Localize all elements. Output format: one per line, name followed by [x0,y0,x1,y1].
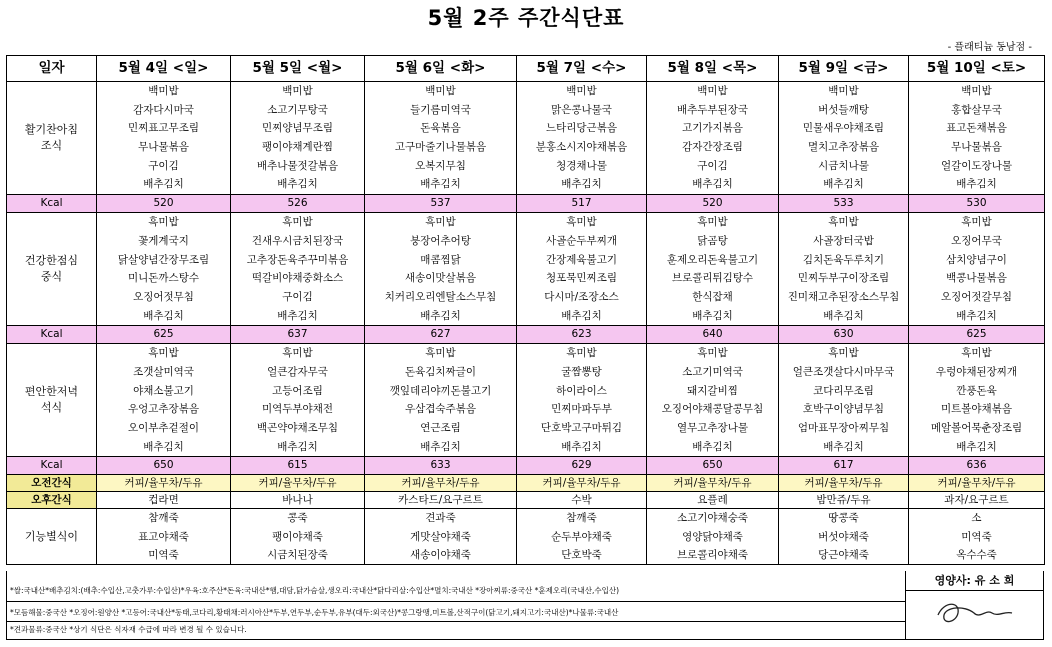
lunch-menu-cell [779,213,909,326]
menu-item: 호박구이양념무침 [802,403,885,416]
breakfast-menu-cell [97,82,231,195]
kcal-label: Kcal [7,326,97,344]
am_snack-item: 커피/율무차/두유 [365,475,517,492]
menu-item: 배추두부된장국 [676,103,748,116]
kcal-value: 526 [231,195,365,213]
menu-item: 분홍소시지야채볶음 [535,141,628,154]
kcal-value: 625 [909,326,1045,344]
menu-item: 연근조림 [420,422,461,434]
dinner-menu-cell [779,344,909,457]
menu-item: 배추김치 [692,178,733,191]
menu-item: 배추김치 [277,178,318,191]
menu-item: 청경채나물 [556,159,607,172]
menu-item: 흑미밥 [425,216,456,229]
dinner-label-line2: 석식 [40,401,63,415]
menu-item: 소고기무탕국 [267,103,328,116]
menu-item: 돈육김치짜글이 [404,365,476,378]
porridge-item: 새송이야채죽 [410,548,471,561]
page-title: 5월 2주 주간식단표 [427,6,625,30]
pm_snack-label: 오후간식 [7,492,97,509]
menu-item: 백미밥 [425,85,456,97]
lunch-kcal-row [7,326,1045,344]
day-header: 5월 7일 <수> [517,56,647,82]
porridge-item: 브로콜리야채죽 [676,548,748,561]
menu-item: 브로콜리튀김탕수 [671,272,754,285]
menu-item: 삼치양념구이 [946,253,1007,266]
menu-item: 배추김치 [420,440,461,453]
lunch-menu-cell [647,213,779,326]
pm_snack-row [7,492,1045,509]
menu-item: 조갯살미역국 [133,365,194,378]
porridge-item: 미역죽 [961,530,992,543]
menu-item: 팽이야채계란찜 [261,141,333,154]
menu-item: 진미채고추된장소스무침 [787,290,900,303]
menu-item: 미역두부야채전 [261,403,333,416]
menu-item: 표고돈채볶음 [946,122,1007,135]
menu-item: 얼갈이도장나물 [940,159,1012,172]
porridge-item: 옥수수죽 [956,548,997,561]
special-diet-cell [365,509,517,565]
menu-item: 홍합살무국 [951,103,1002,116]
breakfast-menu-cell [909,82,1045,195]
am_snack-item: 커피/율무차/두유 [647,475,779,492]
menu-item: 돈육볶음 [420,122,461,135]
lunch-menu-cell [517,213,647,326]
menu-item: 배추김치 [561,309,602,322]
menu-item: 들기름미역국 [410,103,471,116]
dietitian-box [906,571,1043,639]
menu-item: 깻잎데리야끼돈불고기 [389,384,492,397]
kcal-value: 650 [97,457,231,475]
menu-item: 새송이맛살볶음 [404,272,476,285]
menu-item: 미트볼야채볶음 [940,403,1012,416]
menu-item: 멸치고추장볶음 [807,141,879,154]
menu-item: 백미밥 [566,85,597,97]
am_snack-item: 커피/율무차/두유 [231,475,365,492]
menu-item: 배추김치 [692,440,733,453]
menu-item: 민찌두부구이장조림 [797,272,890,285]
lunch-menu-cell [365,213,517,326]
menu-item: 김치돈육두루치기 [802,253,885,266]
menu-item: 백미밥 [148,85,179,97]
menu-item: 맑은콩나물국 [551,103,612,116]
menu-item: 시금치나물 [818,159,869,172]
menu-item: 코다리무조림 [813,384,874,397]
menu-item: 소고기미역국 [682,365,743,378]
lunch-menu-cell [97,213,231,326]
menu-item: 흑미밥 [828,216,859,229]
menu-item: 배추김치 [956,178,997,191]
porridge-item: 단호박죽 [561,548,602,561]
menu-item: 흑미밥 [566,216,597,229]
dinner-menu-cell [909,344,1045,457]
breakfast-menu-cell [779,82,909,195]
menu-item: 흑미밥 [148,216,179,229]
am_snack-item: 커피/율무차/두유 [517,475,647,492]
menu-item: 흑미밥 [828,347,859,360]
porridge-item: 순두부야채죽 [551,530,612,543]
menu-item: 배추김치 [956,309,997,322]
porridge-item: 소고기야채숭죽 [676,512,748,525]
menu-item: 청포묵민찌조림 [545,272,617,285]
special-diet-cell [647,509,779,565]
lunch-menu-cell [231,213,365,326]
menu-item: 떡갈비야채중화소스 [251,272,344,285]
menu-item: 흑미밥 [282,347,313,360]
menu-item: 오징어무국 [951,234,1002,247]
pm_snack-item: 요플레 [647,492,779,509]
menu-item: 흑미밥 [961,347,992,360]
menu-item: 민찌양념무조림 [261,122,333,135]
menu-item: 붕장어추어탕 [410,234,471,247]
day-header: 5월 9일 <금> [779,56,909,82]
am_snack-label: 오전간식 [7,475,97,492]
menu-item: 감자다시마국 [133,103,194,116]
menu-item: 훈제오리돈육불고기 [666,253,759,266]
lunch-row [7,213,1045,326]
lunch-label-line2: 중식 [40,270,63,284]
special-diet-row [7,509,1045,565]
dietitian-signature [934,595,1014,631]
special-diet-cell [97,509,231,565]
kcal-value: 537 [365,195,517,213]
special-diet-cell [779,509,909,565]
menu-item: 하이라이스 [556,384,607,397]
menu-item: 흑미밥 [148,347,179,360]
menu-item: 백미밥 [961,85,992,97]
kcal-value: 629 [517,457,647,475]
kcal-label: Kcal [7,457,97,475]
menu-item: 백미밥 [282,85,313,97]
porridge-item: 시금치된장죽 [267,548,328,561]
lunch-label-line1: 건강한점심 [24,254,79,268]
menu-item: 닭곰탕 [697,234,728,247]
origin-note-2: *모듬해물:중국산 *오징어:원양산 *고등어:국내산*동태,코다리,황태채:러시아산*두부,연두부,순두부,유부(대두:외국산)*콩그랑땡,미트볼,산적구이(닭고기,돼지고기:국내산)*나물류:국내산 [10,608,619,617]
footer [6,571,1044,640]
kcal-value: 615 [231,457,365,475]
dinner-row [7,344,1045,457]
special-diet-cell [909,509,1045,565]
porridge-item: 표고야채죽 [138,530,189,543]
menu-item: 백미밥 [828,85,859,97]
pm_snack-item: 컵라면 [97,492,231,509]
kcal-label: Kcal [7,195,97,213]
menu-item: 배추김치 [143,440,184,453]
menu-item: 배추김치 [143,178,184,191]
menu-item: 미니돈까스탕수 [127,272,199,285]
menu-item: 건새우시금치된장국 [251,234,344,247]
kcal-value: 640 [647,326,779,344]
menu-item: 배추김치 [143,309,184,322]
pm_snack-item: 수박 [517,492,647,509]
menu-item: 오징어젓무침 [133,290,194,303]
breakfast-label [7,82,97,195]
pm_snack-item: 바나나 [231,492,365,509]
kcal-value: 630 [779,326,909,344]
dinner-kcal-row [7,457,1045,475]
menu-item: 단호박고구마튀김 [540,422,623,434]
menu-item: 무나물볶음 [138,141,189,154]
special-diet-label: 기능별식이 [7,509,97,565]
porridge-item: 영양닭야채죽 [682,530,743,543]
day-header: 5월 5일 <월> [231,56,365,82]
am_snack-item: 커피/율무차/두유 [779,475,909,492]
menu-item: 느타리당근볶음 [545,122,617,135]
menu-item: 오징어야채콩달콩무침 [661,403,764,416]
menu-item: 민물새우야채조림 [802,122,885,135]
menu-item: 다시마/조장소스 [544,290,619,303]
menu-item: 배추김치 [277,309,318,322]
kcal-value: 627 [365,326,517,344]
porridge-item: 버섯야채죽 [818,530,869,543]
menu-item: 배추김치 [823,178,864,191]
menu-item: 흑미밥 [282,216,313,229]
kcal-value: 633 [365,457,517,475]
dinner-menu-cell [647,344,779,457]
menu-item: 버섯들깨탕 [818,103,869,116]
kcal-value: 520 [647,195,779,213]
dinner-label-line1: 편안한저녁 [24,385,79,399]
porridge-item: 소 [971,512,982,525]
am_snack-row [7,475,1045,492]
pm_snack-item: 과자/요구르트 [909,492,1045,509]
menu-item: 우엉고추장볶음 [127,403,199,416]
porridge-item: 참깨죽 [566,512,597,525]
menu-item: 흑미밥 [697,347,728,360]
kcal-value: 636 [909,457,1045,475]
kcal-value: 520 [97,195,231,213]
menu-item: 배추김치 [692,309,733,322]
menu-item: 배추김치 [561,178,602,191]
menu-item: 얼큰조갯살다시마무국 [792,365,895,378]
porridge-item: 당근야채죽 [818,548,869,561]
menu-item: 고등어조림 [272,384,323,397]
menu-item: 한식잡채 [692,290,733,303]
menu-item: 오복지무침 [415,159,466,172]
menu-item: 구이김 [282,290,313,303]
menu-item: 간장제육불고기 [545,253,617,266]
menu-item: 배추김치 [277,440,318,453]
porridge-item: 팽이야채죽 [272,530,323,543]
porridge-item: 게맛살야채죽 [410,530,471,543]
menu-item: 야채소불고기 [133,384,194,397]
menu-item: 흑미밥 [961,216,992,229]
porridge-item: 땅콩죽 [828,512,859,525]
menu-item: 돼지갈비찜 [687,384,738,397]
breakfast-label-line2: 조식 [40,139,63,153]
special-diet-cell [517,509,647,565]
menu-item: 흑미밥 [697,216,728,229]
kcal-value: 637 [231,326,365,344]
day-header: 5월 6일 <화> [365,56,517,82]
menu-item: 무나물볶음 [951,141,1002,154]
menu-item: 구이김 [697,159,728,172]
dietitian-name: 영양사: 유 소 희 [906,571,1043,591]
kcal-value: 617 [779,457,909,475]
day-header: 5월 4일 <일> [97,56,231,82]
kcal-value: 623 [517,326,647,344]
breakfast-kcal-row [7,195,1045,213]
menu-item: 사골순두부찌개 [545,234,617,247]
menu-item: 흑미밥 [425,347,456,360]
branch-name: - 플래티늄 동남점 - [947,42,1032,53]
dinner-menu-cell [517,344,647,457]
menu-item: 배추김치 [561,440,602,453]
dinner-menu-cell [97,344,231,457]
menu-item: 백미밥 [697,85,728,97]
day-header: 5월 8일 <목> [647,56,779,82]
breakfast-menu-cell [231,82,365,195]
origin-notes [7,571,906,639]
kcal-value: 625 [97,326,231,344]
menu-item: 치커리오리엔탈소스무침 [384,290,497,303]
pm_snack-item: 밤만쥬/두유 [779,492,909,509]
menu-item: 민찌마파두부 [551,403,612,416]
lunch-label [7,213,97,326]
menu-item: 굴짬뽕탕 [561,365,602,378]
breakfast-menu-cell [365,82,517,195]
menu-item: 배추나물젓갈볶음 [256,159,339,172]
menu-item: 우삼겹숙주볶음 [404,403,476,416]
porridge-item: 견과죽 [425,512,456,525]
dinner-menu-cell [231,344,365,457]
menu-item: 매콤찜닭 [420,253,461,266]
menu-item: 백콩나물볶음 [946,272,1007,285]
menu-item: 얼큰감자무국 [267,365,328,378]
menu-item: 사골장터국밥 [813,234,874,247]
menu-item: 열무고추장나물 [676,422,748,434]
menu-item: 배추김치 [956,440,997,453]
date-header-label: 일자 [7,56,97,82]
kcal-value: 530 [909,195,1045,213]
menu-item: 고추장돈육주꾸미볶음 [246,253,349,266]
menu-item: 엄마표무장아찌무침 [797,422,890,434]
menu-item: 깐풍돈육 [956,384,997,397]
menu-item: 고기가지볶음 [682,122,743,135]
menu-item: 민찌표고무조림 [127,122,199,135]
menu-item: 배추김치 [420,309,461,322]
special-diet-cell [231,509,365,565]
breakfast-label-line1: 활기찬아침 [24,123,79,137]
origin-note-1: *쌀:국내산*배추김치:(배추:수입산,고춧가루:수입산)*우육:호주산*돈육:국내산*햄,대담,닭가슴살,생오리:국내산*닭다리살:수입산*멸치:국내산 *장아찌류:중국산 *훈제오리(국내산,수입산) [10,586,620,595]
menu-item: 우렁야채된장찌개 [935,365,1018,378]
menu-item: 오징어젓갈무침 [940,290,1012,303]
menu-item: 꽃게계국지 [138,234,189,247]
pm_snack-item: 카스타드/요구르트 [365,492,517,509]
dinner-menu-cell [365,344,517,457]
menu-item: 메알볼어묵춘장조림 [930,422,1023,434]
menu-item: 흑미밥 [566,347,597,360]
kcal-value: 533 [779,195,909,213]
menu-item: 닭살양념간장무조림 [117,253,210,266]
menu-item: 배추김치 [420,178,461,191]
menu-item: 감자간장조림 [682,141,743,154]
breakfast-row [7,82,1045,195]
weekly-menu-table [6,55,1045,565]
lunch-menu-cell [909,213,1045,326]
menu-item: 고구마줄기나물볶음 [394,141,487,154]
kcal-value: 650 [647,457,779,475]
day-header: 5월 10일 <토> [909,56,1045,82]
origin-note-3: *견과물류:중국산 *상기 식단은 식자재 수급에 따라 변경 될 수 있습니다. [10,625,247,634]
header-row [7,56,1045,82]
am_snack-item: 커피/율무차/두유 [909,475,1045,492]
breakfast-menu-cell [647,82,779,195]
porridge-item: 참깨죽 [148,512,179,525]
porridge-item: 미역죽 [148,548,179,561]
menu-item: 오이부추겉절이 [127,422,199,434]
am_snack-item: 커피/율무차/두유 [97,475,231,492]
breakfast-menu-cell [517,82,647,195]
porridge-item: 콩죽 [287,512,308,525]
menu-item: 배추김치 [823,309,864,322]
menu-item: 구이김 [148,159,179,172]
menu-item: 백곤약야채조무침 [256,422,339,434]
dinner-label [7,344,97,457]
menu-item: 배추김치 [823,440,864,453]
kcal-value: 517 [517,195,647,213]
